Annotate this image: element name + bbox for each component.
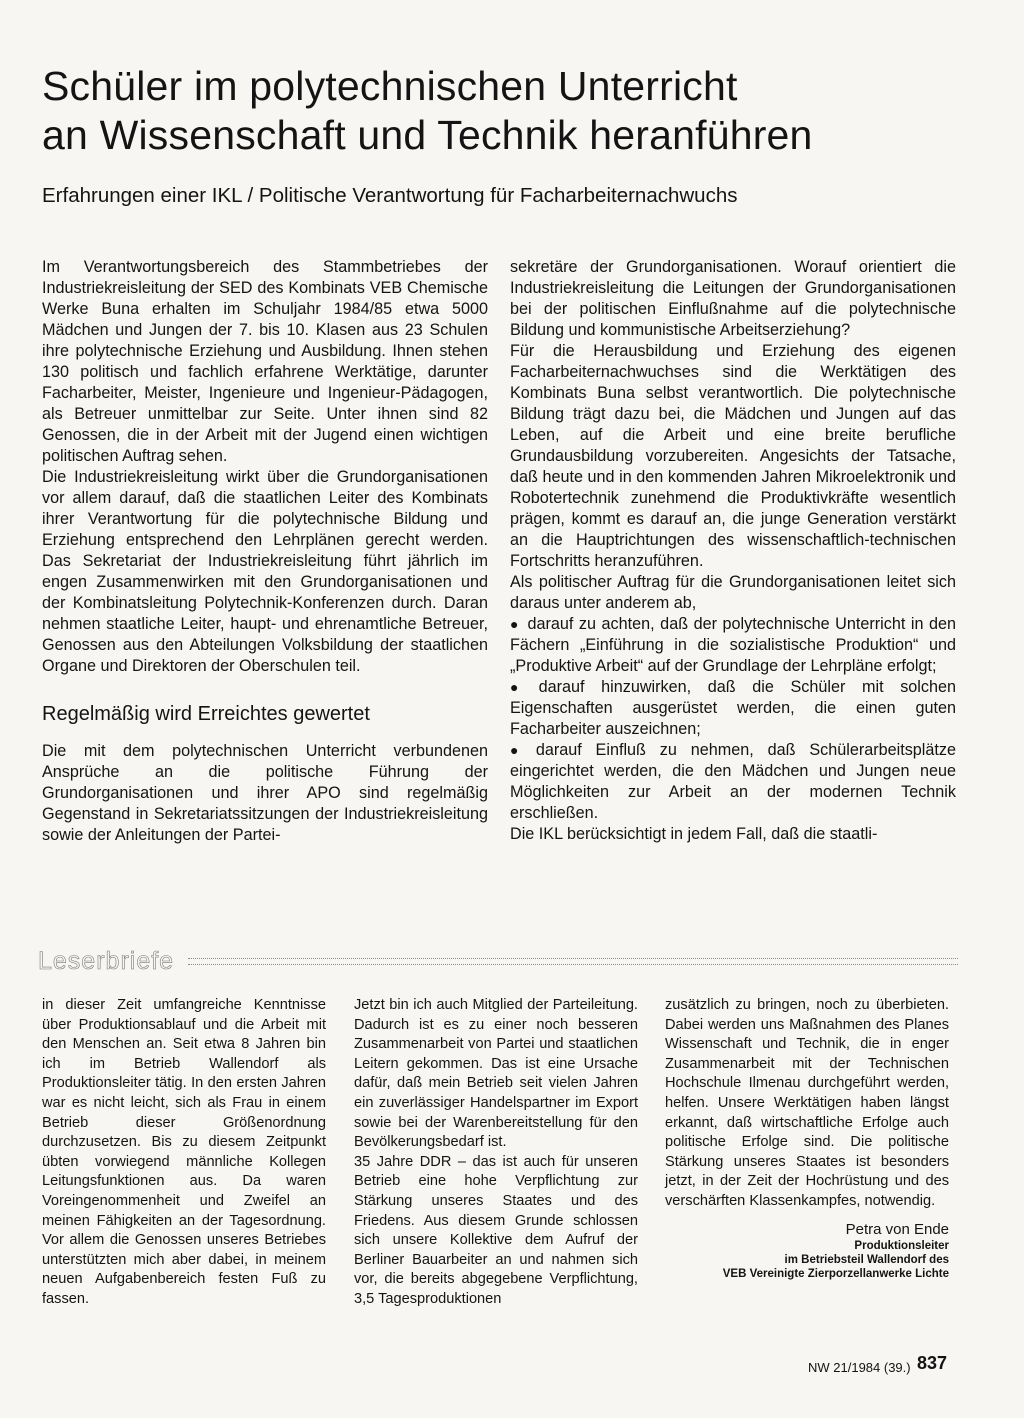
page-number: 837 [917,1353,948,1373]
paragraph: Im Verantwortungsbereich des Stammbetriebes der Industriekreisleitung der SED des Kombinats VEB Chemische Werke Buna erhalten im Schuljahr 1984/85 etwa 5000 Mädchen und Jungen der 7. bis 10. Klasen aus 23 Schulen ihre polytechnische Erziehung und Ausbildung. Ihnen stehen 130 politisch und fachlich erfahrene Werktätige, darunter Facharbeiter, Meister, Ingenieure und Ingenieur-Pädagogen, als Betreuer unmittelbar zur Seite. Unter ihnen sind 82 Genossen, die in der Arbeit mit der Jugend einen wichtigen politischen Auftrag sehen. [42,258,488,465]
section-heading: Regelmäßig wird Erreichtes gewertet [42,703,370,725]
paragraph: Als politischer Auftrag für die Grundorganisationen leitet sich daraus unter anderem ab, [510,573,956,612]
paragraph: Jetzt bin ich auch Mitglied der Parteileitung. Dadurch ist es zu einer noch besseren Zusammenarbeit von Partei und staatlichen Leitern gekommen. Das ist eine Ursache dafür, daß mein Betrieb seit vielen Jahren ein zuverlässiger Handelspartner im Export sowie bei der Warenbereitstellung für den Bevölkerungsbedarf ist. [354,997,638,1151]
signature [665,1220,949,1282]
letter-column-3 [665,996,949,1281]
bullet-item: ● darauf Einfluß zu nehmen, daß Schülerarbeitsplätze eingerichtet werden, die den Mädchen und Jungen neue Möglichkeiten zur Arbeit an der modernen Technik erschließen. [510,740,956,824]
dotted-divider [188,958,958,965]
article-subtitle: Erfahrungen einer IKL / Politische Verantwortung für Facharbeiternachwuchs [42,184,738,207]
signature-role: im Betriebsteil Wallendorf des [784,1254,949,1267]
paragraph: Die mit dem polytechnischen Unterricht verbundenen Ansprüche an die politische Führung der Grundorganisationen und ihrer APO sind regelmäßig Gegenstand in Sekretariatssitzungen der Industriekreisleitung sowie der Anleitungen der Partei- [42,742,488,844]
bullet-item: ● darauf hinzuwirken, daß die Schüler mit solchen Eigenschaften ausgerüstet werden, die einen guten Facharbeiter auszeichnen; [510,677,956,740]
title-line-2: an Wissenschaft und Technik heranführen [42,112,813,158]
paragraph: Die IKL berücksichtigt in jedem Fall, daß die staatli- [510,825,878,843]
paragraph: in dieser Zeit umfangreiche Kenntnisse über Produktionsablauf und die Arbeit mit den Menschen an. Seit etwa 8 Jahren bin ich im Betrieb Wallendorf als Produktionsleiter tätig. In den ersten Jahren war es nicht leicht, sich als Frau in einem Betrieb dieser Größenordnung durchzusetzen. Bis zu diesem Zeitpunkt übten vorwiegend männliche Kollegen Leitungsfunktionen aus. Da waren Voreingenommenheit und Zweifel an meinen Fähigkeiten an der Tagesordnung. Vor allem die Genossen unseres Betriebes unterstützten mich aber dabei, in meinem neuen Aufgabenbereich festen Fuß zu fassen. [42,997,326,1307]
paragraph: 35 Jahre DDR – das ist auch für unseren Betrieb eine hohe Verpflichtung zur Stärkung unseres Staates und des Friedens. Aus diesem Grunde schlossen sich unsere Kollektive dem Aufruf der Berliner Bauarbeiter an und nahmen sich vor, die bereits abgegebene Verpflichtung, 3,5 Tagesproduktionen [354,1153,638,1307]
paragraph: sekretäre der Grundorganisationen. Worauf orientiert die Industriekreisleitung die Leitungen der Grundorganisationen bei der politischen Einflußnahme auf die polytechnische Bildung und kommunistische Arbeitserziehung? [510,258,956,339]
signature-role: Produktionsleiter [854,1240,949,1253]
letters-heading: Leserbriefe [38,946,175,975]
issue-label: NW 21/1984 (39.) [808,1360,911,1375]
letter-column-1 [42,996,326,1310]
signature-name: Petra von Ende [845,1220,949,1238]
paragraph: Für die Herausbildung und Erziehung des eigenen Facharbeiternachwuchses sind die Werktätigen des Kombinats Buna selbst verantwortlich. Die polytechnische Bildung trägt dazu bei, die Mädchen und Jungen auf das Leben, auf die Arbeit und eine breite berufliche Grundausbildung vorzubereiten. Angesichts der Tatsache, daß heute und in den kommenden Jahren Mikroelektronik und Robotertechnik zunehmend die Produktivkräfte wesentlich prägen, kommt es darauf an, die junge Generation verstärkt an die Hauptrichtungen des wissenschaftlich-technischen Fortschritts heranzuführen. [510,342,956,570]
bullet-item: ● darauf zu achten, daß der polytechnische Unterricht in den Fächern „Einführung in die sozialistische Produktion“ und „Produktive Arbeit“ auf der Grundlage der Lehrpläne erfolgt; [510,614,956,677]
article-column-left [42,257,488,846]
paragraph: zusätzlich zu bringen, noch zu überbieten. Dabei werden uns Maßnahmen des Planes Wissenschaft und Technik, die in enger Zusammenarbeit mit der Technischen Hochschule Ilmenau durchgeführt werden, helfen. Unsere Werktätigen haben längst erkannt, daß wirtschaftliche Erfolge auch politische Erfolge sind. Die politische Stärkung unseres Staates ist besonders jetzt, in der Zeit der Hochrüstung und des verschärften Klassenkampfes, notwendig. [665,997,949,1209]
paragraph: Die Industriekreisleitung wirkt über die Grundorganisationen vor allem darauf, daß die staatlichen Leiter des Kombinats ihrer Verantwortung für die polytechnische Bildung und Erziehung entsprechend den Lehrplänen gerecht werden. Das Sekretariat der Industriekreisleitung führt jährlich im engen Zusammenwirken mit den Grundorganisationen und der Kombinatsleitung Polytechnik-Konferenzen durch. Daran nehmen staatliche Leiter, haupt- und ehrenamtliche Betreuer, Genossen aus den Abteilungen Volksbildung der staatlichen Organe und Direktoren der Oberschulen teil. [42,468,488,675]
letters-header [38,944,958,978]
title-line-1: Schüler im polytechnischen Unterricht [42,63,738,109]
article-title [42,62,942,160]
letter-column-2 [354,996,638,1310]
article-column-right [510,257,956,845]
signature-role: VEB Vereinigte Zierporzellanwerke Lichte [722,1268,949,1281]
